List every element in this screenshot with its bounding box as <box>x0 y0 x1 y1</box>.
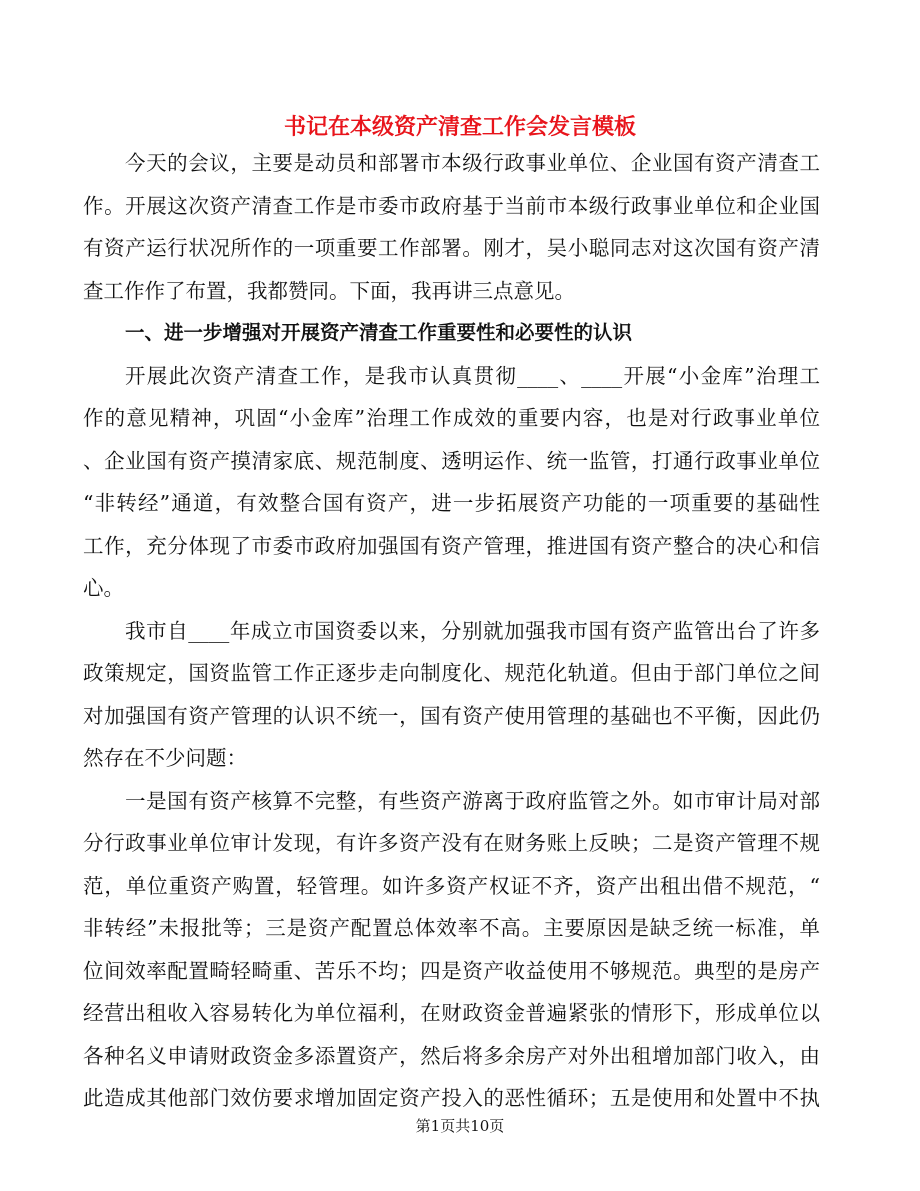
text-line: 今天的会议，主要是动员和部署市本级行政事业单位、企业国有资产清查工 <box>125 151 820 175</box>
text-line: 有资产运行状况所作的一项重要工作部署。刚才，吴小聪同志对这次国有资产清 <box>83 236 820 260</box>
text-line: 我市自____年成立市国资委以来，分别就加强我市国有资产监管出台了许多 <box>125 619 820 643</box>
text-line: 作。开展这次资产清查工作是市委市政府基于当前市本级行政事业单位和企业国 <box>83 194 820 218</box>
text-line: 对加强国有资产管理的认识不统一，国有资产使用管理的基础也不平衡，因此仍 <box>83 704 820 728</box>
text-line: 、企业国有资产摸清家底、规范制度、透明运作、统一监管，打通行政事业单位 <box>83 449 820 473</box>
document-title: 书记在本级资产清查工作会发言模板 <box>283 115 636 140</box>
page-footer: 第1页共10页 <box>415 1117 505 1135</box>
text-line: 范，单位重资产购置，轻管理。如许多资产权证不齐，资产出租出借不规范，“ <box>83 874 820 898</box>
text-line: 经营出租收入容易转化为单位福利，在财政资金普遍紧张的情形下，形成单位以 <box>83 1001 820 1025</box>
text-line: 工作，充分体现了市委市政府加强国有资产管理，推进国有资产整合的决心和信 <box>83 534 820 558</box>
text-line: “非转经”通道，有效整合国有资产，进一步拓展资产功能的一项重要的基础性 <box>83 491 820 515</box>
text-line: 分行政事业单位审计发现，有许多资产没有在财务账上反映；二是资产管理不规 <box>83 831 820 855</box>
text-line: 查工作作了布置，我都赞同。下面，我再讲三点意见。 <box>83 279 575 303</box>
text-line: 心。 <box>83 576 124 600</box>
text-line: 此造成其他部门效仿要求增加固定资产投入的恶性循环；五是使用和处置中不执 <box>83 1086 820 1110</box>
text-line: 政策规定，国资监管工作正逐步走向制度化、规范化轨道。但由于部门单位之间 <box>83 661 820 685</box>
section-heading: 一、进一步增强对开展资产清查工作重要性和必要性的认识 <box>125 321 633 344</box>
text-line: 非转经”未报批等；三是资产配置总体效率不高。主要原因是缺乏统一标准，单 <box>83 916 820 940</box>
text-line: 位间效率配置畸轻畸重、苦乐不均；四是资产收益使用不够规范。典型的是房产 <box>83 959 820 983</box>
text-line: 各种名义申请财政资金多添置资产，然后将多余房产对外出租增加部门收入，由 <box>83 1044 820 1068</box>
text-line: 作的意见精神，巩固“小金库”治理工作成效的重要内容，也是对行政事业单位 <box>83 406 820 430</box>
text-line: 开展此次资产清查工作，是我市认真贯彻____、____开展“小金库”治理工 <box>125 364 820 388</box>
text-line: 一是国有资产核算不完整，有些资产游离于政府监管之外。如市审计局对部 <box>125 789 820 813</box>
text-line: 然存在不少问题： <box>83 746 247 770</box>
